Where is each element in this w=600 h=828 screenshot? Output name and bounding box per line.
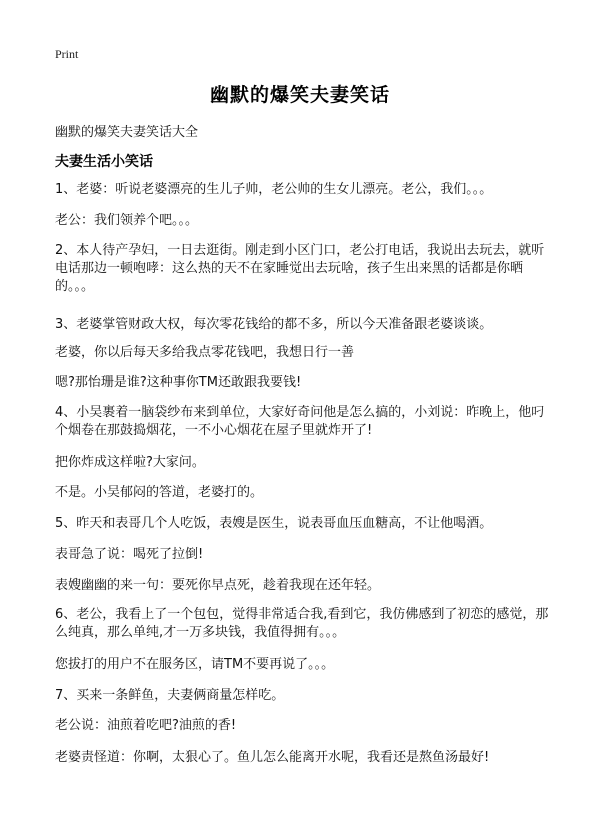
- paragraph: 您拔打的用户不在服务区，请TM不要再说了。。。: [55, 657, 335, 672]
- paragraph: 老公：我们领养个吧。。。: [55, 213, 199, 228]
- paragraph: 老公说：油煎着吃吧?油煎的香!: [55, 718, 237, 733]
- paragraph: 把你炸成这样啦?大家问。: [55, 455, 205, 470]
- paragraph: 嗯?那怡珊是谁?这种事你TM还敢跟我要钱!: [55, 375, 302, 390]
- paragraph: 7、买来一条鲜鱼，夫妻俩商量怎样吃。: [55, 688, 285, 703]
- paragraph: 表嫂幽幽的来一句：要死你早点死，趁着我现在还年轻。: [55, 578, 381, 593]
- paragraph: 老婆，你以后每天多给我点零花钱吧，我想日行一善: [55, 345, 355, 360]
- paragraph: 5、昨天和表哥几个人吃饭，表嫂是医生，说表哥血压血糖高，不让他喝酒。: [55, 516, 493, 531]
- paragraph: 4、小吴裹着一脑袋纱布来到单位，大家好奇问他是怎么搞的，小刘说：昨晚上，他叼个烟卷在那鼓捣烟花，一不小心烟花在屋子里就炸开了!: [55, 405, 545, 438]
- section-heading: 夫妻生活小笑话: [55, 154, 153, 170]
- paragraph: 不是。小吴郁闷的答道，老婆打的。: [55, 485, 264, 500]
- print-label: Print: [55, 47, 79, 61]
- paragraph: 6、老公，我看上了一个包包，觉得非常适合我,看到它，我仿佛感到了初恋的感觉，那么纯真，那么单纯,才一万多块钱，我值得拥有。。。: [55, 607, 549, 640]
- paragraph: 老婆责怪道：你啊，太狠心了。鱼儿怎么能离开水呢，我看还是熬鱼汤最好!: [55, 750, 490, 765]
- paragraph: 2、本人待产孕妇，一日去逛街。刚走到小区门口，老公打电话，我说出去玩去，就听电话那边一顿咆哮：这么热的天不在家睡觉出去玩啥，孩子生出来黑的话都是你晒的。。。: [55, 243, 545, 294]
- page-title: 幽默的爆笑夫妻笑话: [209, 84, 390, 106]
- subtitle: 幽默的爆笑夫妻笑话大全: [55, 125, 199, 140]
- paragraph: 1、老婆：听说老婆漂亮的生儿子帅，老公帅的生女儿漂亮。老公，我们。。。: [55, 182, 493, 197]
- paragraph: 3、老婆掌管财政大权，每次零花钱给的都不多，所以今天准备跟老婆谈谈。: [55, 317, 493, 332]
- paragraph: 表哥急了说：喝死了拉倒!: [55, 547, 204, 562]
